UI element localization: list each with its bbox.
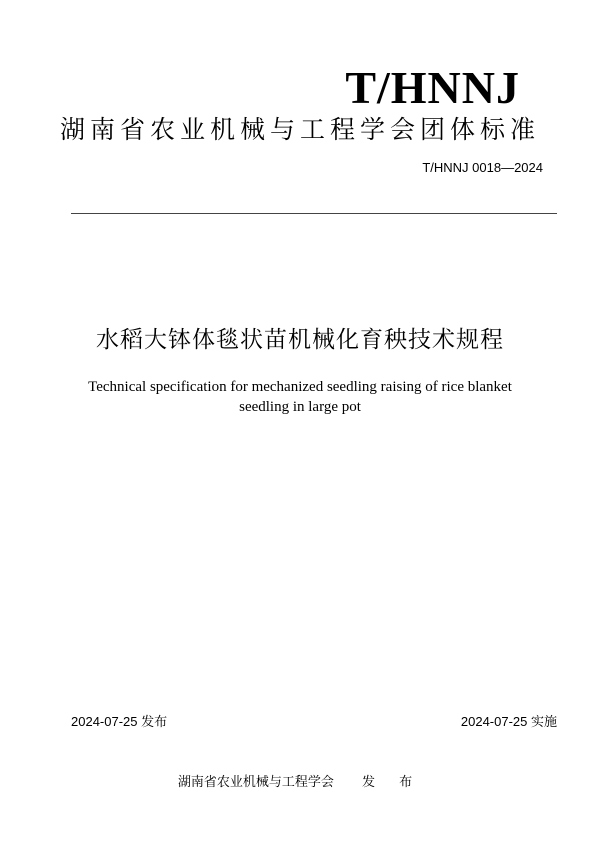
publisher-name: 湖南省农业机械与工程学会	[177, 775, 334, 790]
standard-number: T/HNNJ 0018—2024	[422, 160, 543, 175]
publish-action: 发 布	[361, 775, 423, 790]
document-title-english: Technical specification for mechanized seedling raising of rice blanket seedling in large pot	[88, 379, 512, 415]
standard-code-logo: T/HNNJ	[345, 62, 520, 113]
document-title-chinese: 水稻大钵体毯状苗机械化育秧技术规程	[96, 327, 504, 353]
publisher-footer	[0, 774, 600, 792]
organization-standard-title: 湖南省农业机械与工程学会团体标准	[59, 115, 540, 144]
publish-date: 2024-07-25 发布	[71, 714, 168, 729]
header-divider	[71, 213, 557, 214]
implement-date: 2024-07-25 实施	[460, 714, 557, 729]
